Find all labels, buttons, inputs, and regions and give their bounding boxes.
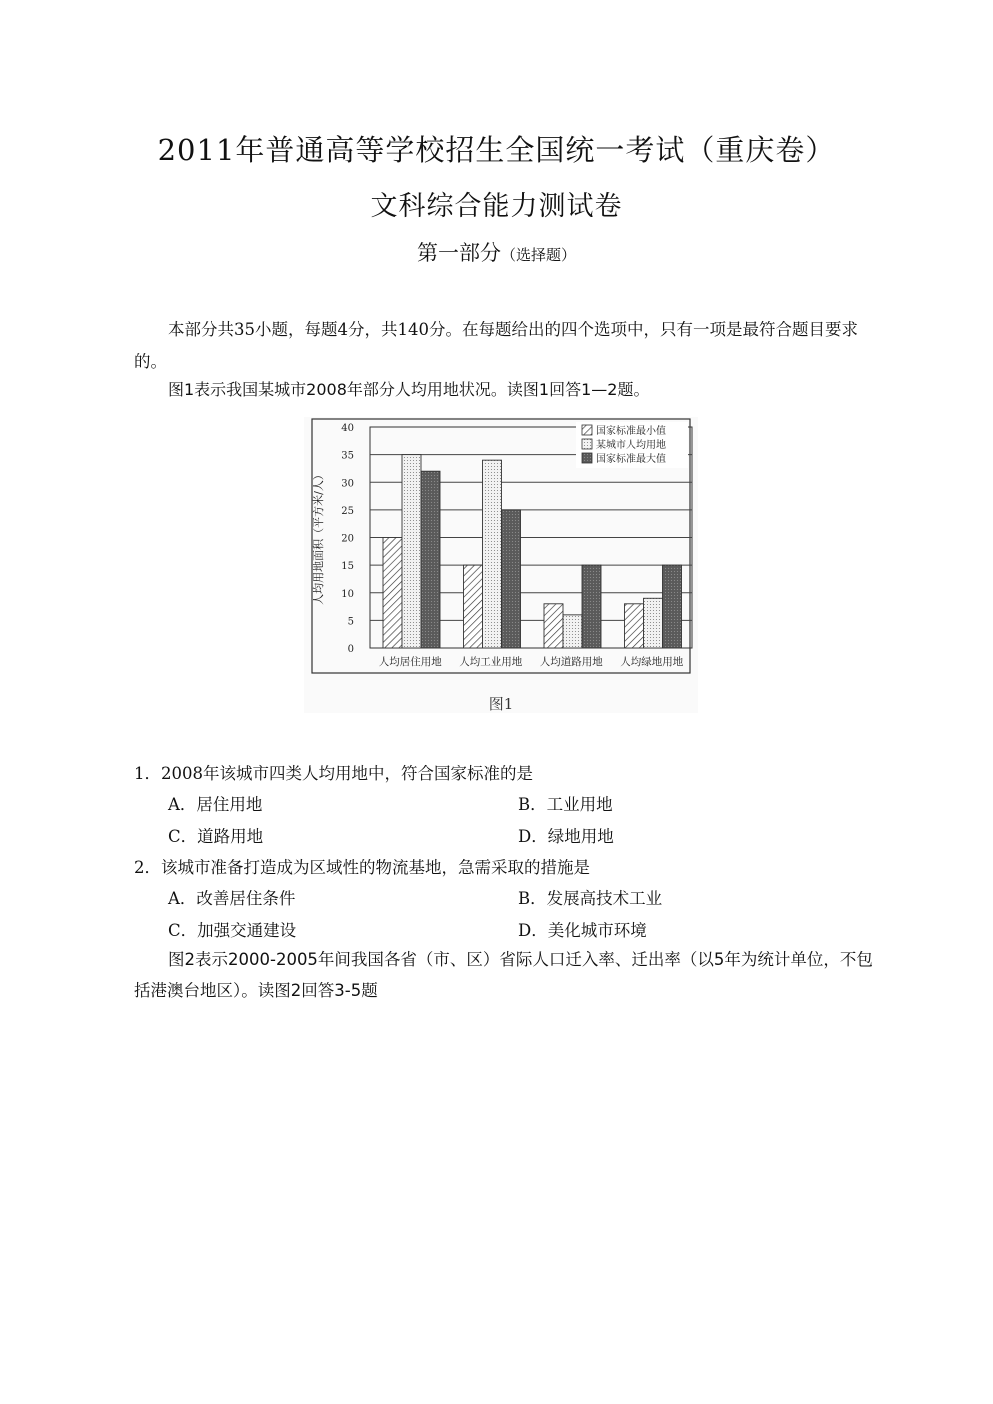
y-tick-label: 15 xyxy=(341,561,354,573)
bar xyxy=(383,538,402,649)
y-tick-label: 20 xyxy=(341,533,354,545)
legend-label: 某城市人均用地 xyxy=(596,440,666,451)
x-category-label: 人均绿地用地 xyxy=(620,656,684,668)
bar xyxy=(421,471,440,648)
question-2-stem: 2．该城市准备打造成为区域性的物流基地，急需采取的措施是 xyxy=(134,858,590,877)
exam-subtitle: 文科综合能力测试卷 xyxy=(370,191,623,222)
y-tick-label: 35 xyxy=(341,450,354,462)
section-instructions: 本部分共35小题，每题4分，共140分。在每题给出的四个选项中，只有一项是最符合题目要求的。 xyxy=(134,320,858,371)
bar xyxy=(563,615,582,648)
figure-caption: 图1 xyxy=(488,695,514,713)
question-2-option-a[interactable]: A．改善居住条件 xyxy=(168,889,296,908)
question-1-option-b[interactable]: B．工业用地 xyxy=(518,795,613,814)
y-tick-label: 10 xyxy=(341,588,354,600)
bar xyxy=(483,460,502,648)
legend-swatch xyxy=(582,453,592,463)
x-category-label: 人均居住用地 xyxy=(378,656,442,668)
figure2-intro: 图2表示2000-2005年间我国各省（市、区）省际人口迁入率、迁出率（以5年为统计单位，不包括港澳台地区）。读图2回答3-5题 xyxy=(134,950,873,1000)
y-tick-label: 30 xyxy=(341,478,354,490)
part-title: 第一部分 xyxy=(416,241,501,265)
question-1-option-a[interactable]: A．居住用地 xyxy=(168,795,263,814)
y-tick-label: 25 xyxy=(341,505,354,517)
figure1-intro: 图1表示我国某城市2008年部分人均用地状况。读图1回答1—2题。 xyxy=(168,380,650,399)
x-category-label: 人均工业用地 xyxy=(459,656,523,668)
bar xyxy=(644,598,663,648)
figure1-chart xyxy=(304,417,698,713)
bar xyxy=(663,565,682,648)
bar xyxy=(402,455,421,648)
bar xyxy=(625,604,644,648)
bar xyxy=(544,604,563,648)
y-axis-label: 人均用地面积（平方米/人） xyxy=(312,469,325,605)
question-2-option-c[interactable]: C．加强交通建设 xyxy=(168,921,297,940)
legend-label: 国家标准最大值 xyxy=(596,454,666,465)
legend-label: 国家标准最小值 xyxy=(596,426,666,437)
bar-chart xyxy=(304,417,698,713)
y-tick-label: 0 xyxy=(347,644,354,655)
y-tick-label: 40 xyxy=(341,423,354,434)
legend-swatch xyxy=(582,425,592,435)
legend-swatch xyxy=(582,439,592,449)
bar xyxy=(502,510,521,648)
x-category-label: 人均道路用地 xyxy=(539,656,603,668)
part-subtitle: （选择题） xyxy=(500,246,576,264)
part-heading xyxy=(0,237,993,267)
bar xyxy=(464,565,483,648)
exam-title: 2011年普通高等学校招生全国统一考试（重庆卷） xyxy=(157,133,836,167)
bar xyxy=(582,565,601,648)
question-2-option-d[interactable]: D．美化城市环境 xyxy=(518,921,647,940)
question-2-option-b[interactable]: B．发展高技术工业 xyxy=(518,889,663,908)
question-1-option-d[interactable]: D．绿地用地 xyxy=(518,827,614,846)
question-1-option-c[interactable]: C．道路用地 xyxy=(168,827,264,846)
question-1-stem: 1．2008年该城市四类人均用地中，符合国家标准的是 xyxy=(134,764,533,783)
y-tick-label: 5 xyxy=(347,616,354,628)
